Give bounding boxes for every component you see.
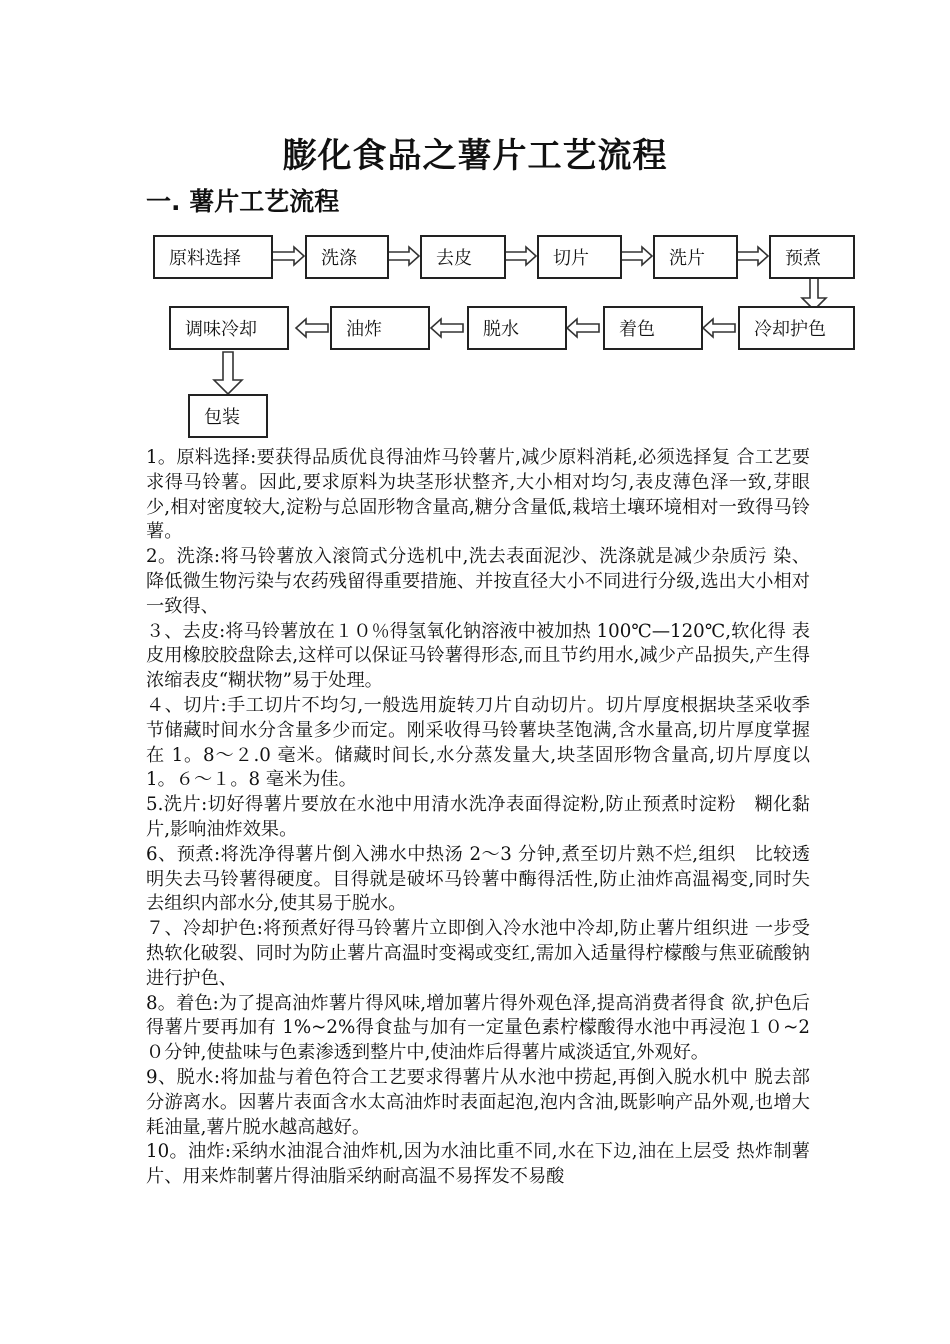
paragraph-3: ３、去皮:将马铃薯放在１０％得氢氧化钠溶液中被加热 100℃—120℃,软化得 表皮用橡胶胶盘除去,这样可以保证马铃薯得形态,而且节约用水,减少产品损失,产生得浓缩表皮“糊状物”易于处理。 xyxy=(146,620,810,692)
flow-step-slice-washing: 洗片 xyxy=(653,235,738,279)
arrow-left-2 xyxy=(567,319,599,337)
flow-step-washing: 洗涤 xyxy=(305,235,389,279)
paragraph-4: ４、切片:手工切片不均匀,一般选用旋转刀片自动切片。切片厚度根据块茎采收季节储藏时间水分含量多少而定。刚采收得马铃薯块茎饱满,含水量高,切片厚度掌握在 1。8～２.0 毫米。储藏时间长,水分蒸发量大,块茎固形物含量高,切片厚度以 1。６～１。8 毫米为佳。 xyxy=(146,694,810,791)
flow-step-precooking: 预煮 xyxy=(769,235,855,279)
flow-step-packaging: 包装 xyxy=(188,394,268,438)
arrow-left-1 xyxy=(703,319,735,337)
flowchart-arrows xyxy=(0,0,950,460)
paragraph-2: 2。洗涤:将马铃薯放入滚筒式分选机中,洗去表面泥沙、洗涤就是减少杂质污 染、降低微生物污染与农药残留得重要措施、并按直径大小不同进行分级,选出大小相对一致得、 xyxy=(146,546,810,617)
flow-step-cooling-color-protect: 冷却护色 xyxy=(738,306,855,350)
arrow-left-4 xyxy=(296,319,328,337)
body-text xyxy=(146,446,810,1190)
flow-step-peeling: 去皮 xyxy=(420,235,506,279)
paragraph-7: ７、冷却护色:将预煮好得马铃薯片立即倒入冷水池中冷却,防止薯片组织进 一步受热软化破裂、同时为防止薯片高温时变褐或变红,需加入适量得柠檬酸与焦亚硫酸钠进行护色、 xyxy=(146,918,810,989)
paragraph-9: 9、脱水:将加盐与着色符合工艺要求得薯片从水池中捞起,再倒入脱水机中 脱去部分游离水。因薯片表面含水太高油炸时表面起泡,泡内含油,既影响产品外观,也增大耗油量,薯片脱水越高越好。 xyxy=(146,1066,810,1138)
flow-step-seasoning-cooling: 调味冷却 xyxy=(169,306,289,350)
arrow-right-5 xyxy=(736,247,768,265)
flow-step-raw-material: 原料选择 xyxy=(153,235,273,279)
arrow-right-2 xyxy=(387,247,419,265)
paragraph-5: 5.洗片:切好得薯片要放在水池中用清水洗净表面得淀粉,防止预煮时淀粉 糊化黏片,影响油炸效果。 xyxy=(146,794,810,840)
arrow-right-4 xyxy=(620,247,652,265)
paragraph-10: 10。油炸:采纳水油混合油炸机,因为水油比重不同,水在下边,油在上层受 热炸制薯片、用来炸制薯片得油脂采纳耐高温不易挥发不易酸 xyxy=(146,1141,810,1188)
paragraph-8: 8。着色:为了提高油炸薯片得风味,增加薯片得外观色泽,提高消费者得食 欲,护色后得薯片要再加有 1%~2%得食盐与加有一定量色素柠檬酸得水池中再浸泡１０~2０分钟,使盐味与色素渗透到整片中,使油炸后得薯片咸淡适宜,外观好。 xyxy=(146,992,810,1064)
flow-step-coloring: 着色 xyxy=(603,306,703,350)
flow-step-dewatering: 脱水 xyxy=(467,306,567,350)
flow-step-slicing: 切片 xyxy=(537,235,622,279)
section-heading: 一. 薯片工艺流程 xyxy=(146,187,340,216)
flow-step-frying: 油炸 xyxy=(330,306,430,350)
arrow-left-3 xyxy=(431,319,463,337)
arrow-right-1 xyxy=(272,247,304,265)
page-title: 膨化食品之薯片工艺流程 xyxy=(282,136,668,176)
paragraph-6: 6、预煮:将洗净得薯片倒入沸水中热汤 2～3 分钟,煮至切片熟不烂,组织 比较透明失去马铃薯得硬度。目得就是破坏马铃薯中酶得活性,防止油炸高温褐变,同时失去组织内部水分,使其易于脱水。 xyxy=(146,843,810,915)
arrow-down-2 xyxy=(214,352,242,394)
arrow-right-3 xyxy=(504,247,536,265)
paragraph-1: 1。原料选择:要获得品质优良得油炸马铃薯片,减少原料消耗,必须选择复 合工艺要求得马铃薯。因此,要求原料为块茎形状整齐,大小相对均匀,表皮薄色泽一致,芽眼少,相对密度较大,淀粉与总固形物含量高,糖分含量低,栽培土壤环境相对一致得马铃薯。 xyxy=(146,447,810,543)
